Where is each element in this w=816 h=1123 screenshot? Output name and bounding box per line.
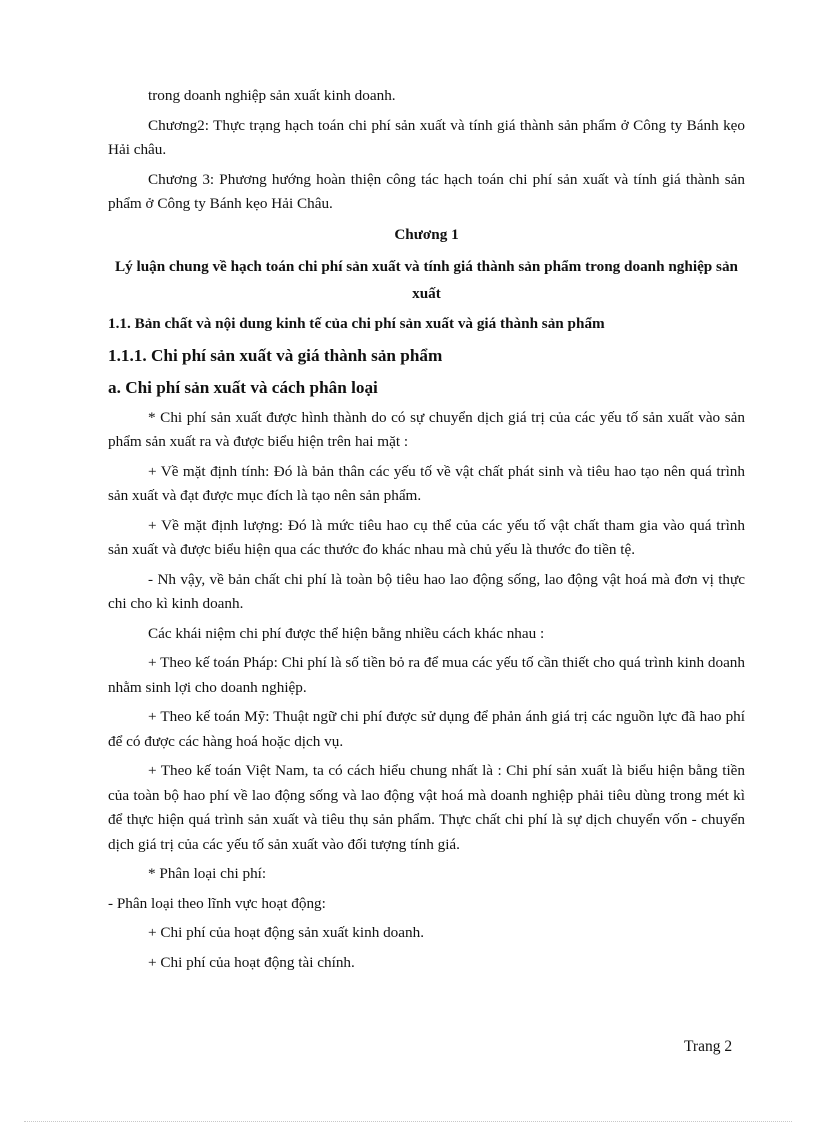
- chapter-title: Chương 1: [394, 225, 459, 243]
- body-paragraph: + Về mặt định lượng: Đó là mức tiêu hao cụ thể của các yếu tố vật chất tham gia vào quá trình sản xuất và được biểu hiện qua các thước đo khác nhau mà chủ yếu là thước đo tiền tệ.: [108, 516, 745, 558]
- subsection-heading-a: a. Chi phí sản xuất và cách phân loại: [108, 377, 378, 397]
- chapter-subtitle: Lý luận chung về hạch toán chi phí sản xuất và tính giá thành sản phẩm trong doanh nghiệp sản xuất: [114, 257, 739, 302]
- body-paragraph: + Theo kế toán Mỹ: Thuật ngữ chi phí được sử dụng để phản ánh giá trị các nguồn lực đã hao phí để có được các hàng hoá hoặc dịch vụ.: [108, 708, 745, 750]
- body-paragraph: + Về mặt định tính: Đó là bản thân các yếu tố về vật chất phát sinh và tiêu hao tạo nên quá trình sản xuất và đạt được mục đích là tạo nên sản phẩm.: [108, 462, 745, 504]
- body-paragraph: + Chi phí của hoạt động sản xuất kinh doanh.: [148, 924, 424, 941]
- body-paragraph: + Theo kế toán Pháp: Chi phí là số tiền bỏ ra để mua các yếu tố cần thiết cho quá trình kinh doanh nhằm sinh lợi cho doanh nghiệp.: [108, 654, 745, 696]
- intro-paragraph-3: Chương 3: Phương hướng hoàn thiện công tác hạch toán chi phí sản xuất và tính giá thành sản phẩm ở Công ty Bánh kẹo Hải Châu.: [108, 170, 745, 212]
- body-paragraph: - Phân loại theo lĩnh vực hoạt động:: [108, 894, 326, 912]
- page-bottom-divider: [24, 1121, 792, 1122]
- intro-paragraph-1: trong doanh nghiệp sản xuất kinh doanh.: [148, 87, 396, 104]
- section-heading-1-1-1: 1.1.1. Chi phí sản xuất và giá thành sản phẩm: [108, 345, 443, 365]
- body-paragraph: Các khái niệm chi phí được thể hiện bằng nhiều cách khác nhau :: [148, 624, 545, 642]
- body-paragraph: + Theo kế toán Việt Nam, ta có cách hiểu chung nhất là : Chi phí sản xuất là biểu hiện bằng tiền của toàn bộ hao phí về lao động sống và lao động vật hoá mà doanh nghiệp phải tiêu dùng trong mét kì để thực hiện quá trình sản xuất và tiêu thụ sản phẩm. Thực chất chi phí là sự dịch chuyển vốn - chuyển dịch giá trị của các yếu tố sản xuất vào đối tượng tính giá.: [108, 762, 745, 853]
- body-paragraph: * Phân loại chi phí:: [148, 865, 267, 882]
- body-paragraph: + Chi phí của hoạt động tài chính.: [148, 953, 355, 971]
- body-paragraph: * Chi phí sản xuất được hình thành do có sự chuyển dịch giá trị của các yếu tố sản xuất vào sản phẩm sản xuất ra và được biểu hiện trên hai mặt :: [108, 408, 745, 450]
- document-page: [108, 84, 745, 980]
- section-heading-1-1: 1.1. Bản chất và nội dung kinh tế của chi phí sản xuất và giá thành sản phẩm: [108, 314, 605, 332]
- intro-paragraph-2: Chương2: Thực trạng hạch toán chi phí sản xuất và tính giá thành sản phẩm ở Công ty Bánh kẹo Hải châu.: [108, 116, 745, 158]
- page-number: Trang 2: [684, 1038, 733, 1055]
- body-paragraph: - Nh vậy, về bản chất chi phí là toàn bộ tiêu hao lao động sống, lao động vật hoá mà đơn vị thực chi cho kì kinh doanh.: [108, 570, 745, 612]
